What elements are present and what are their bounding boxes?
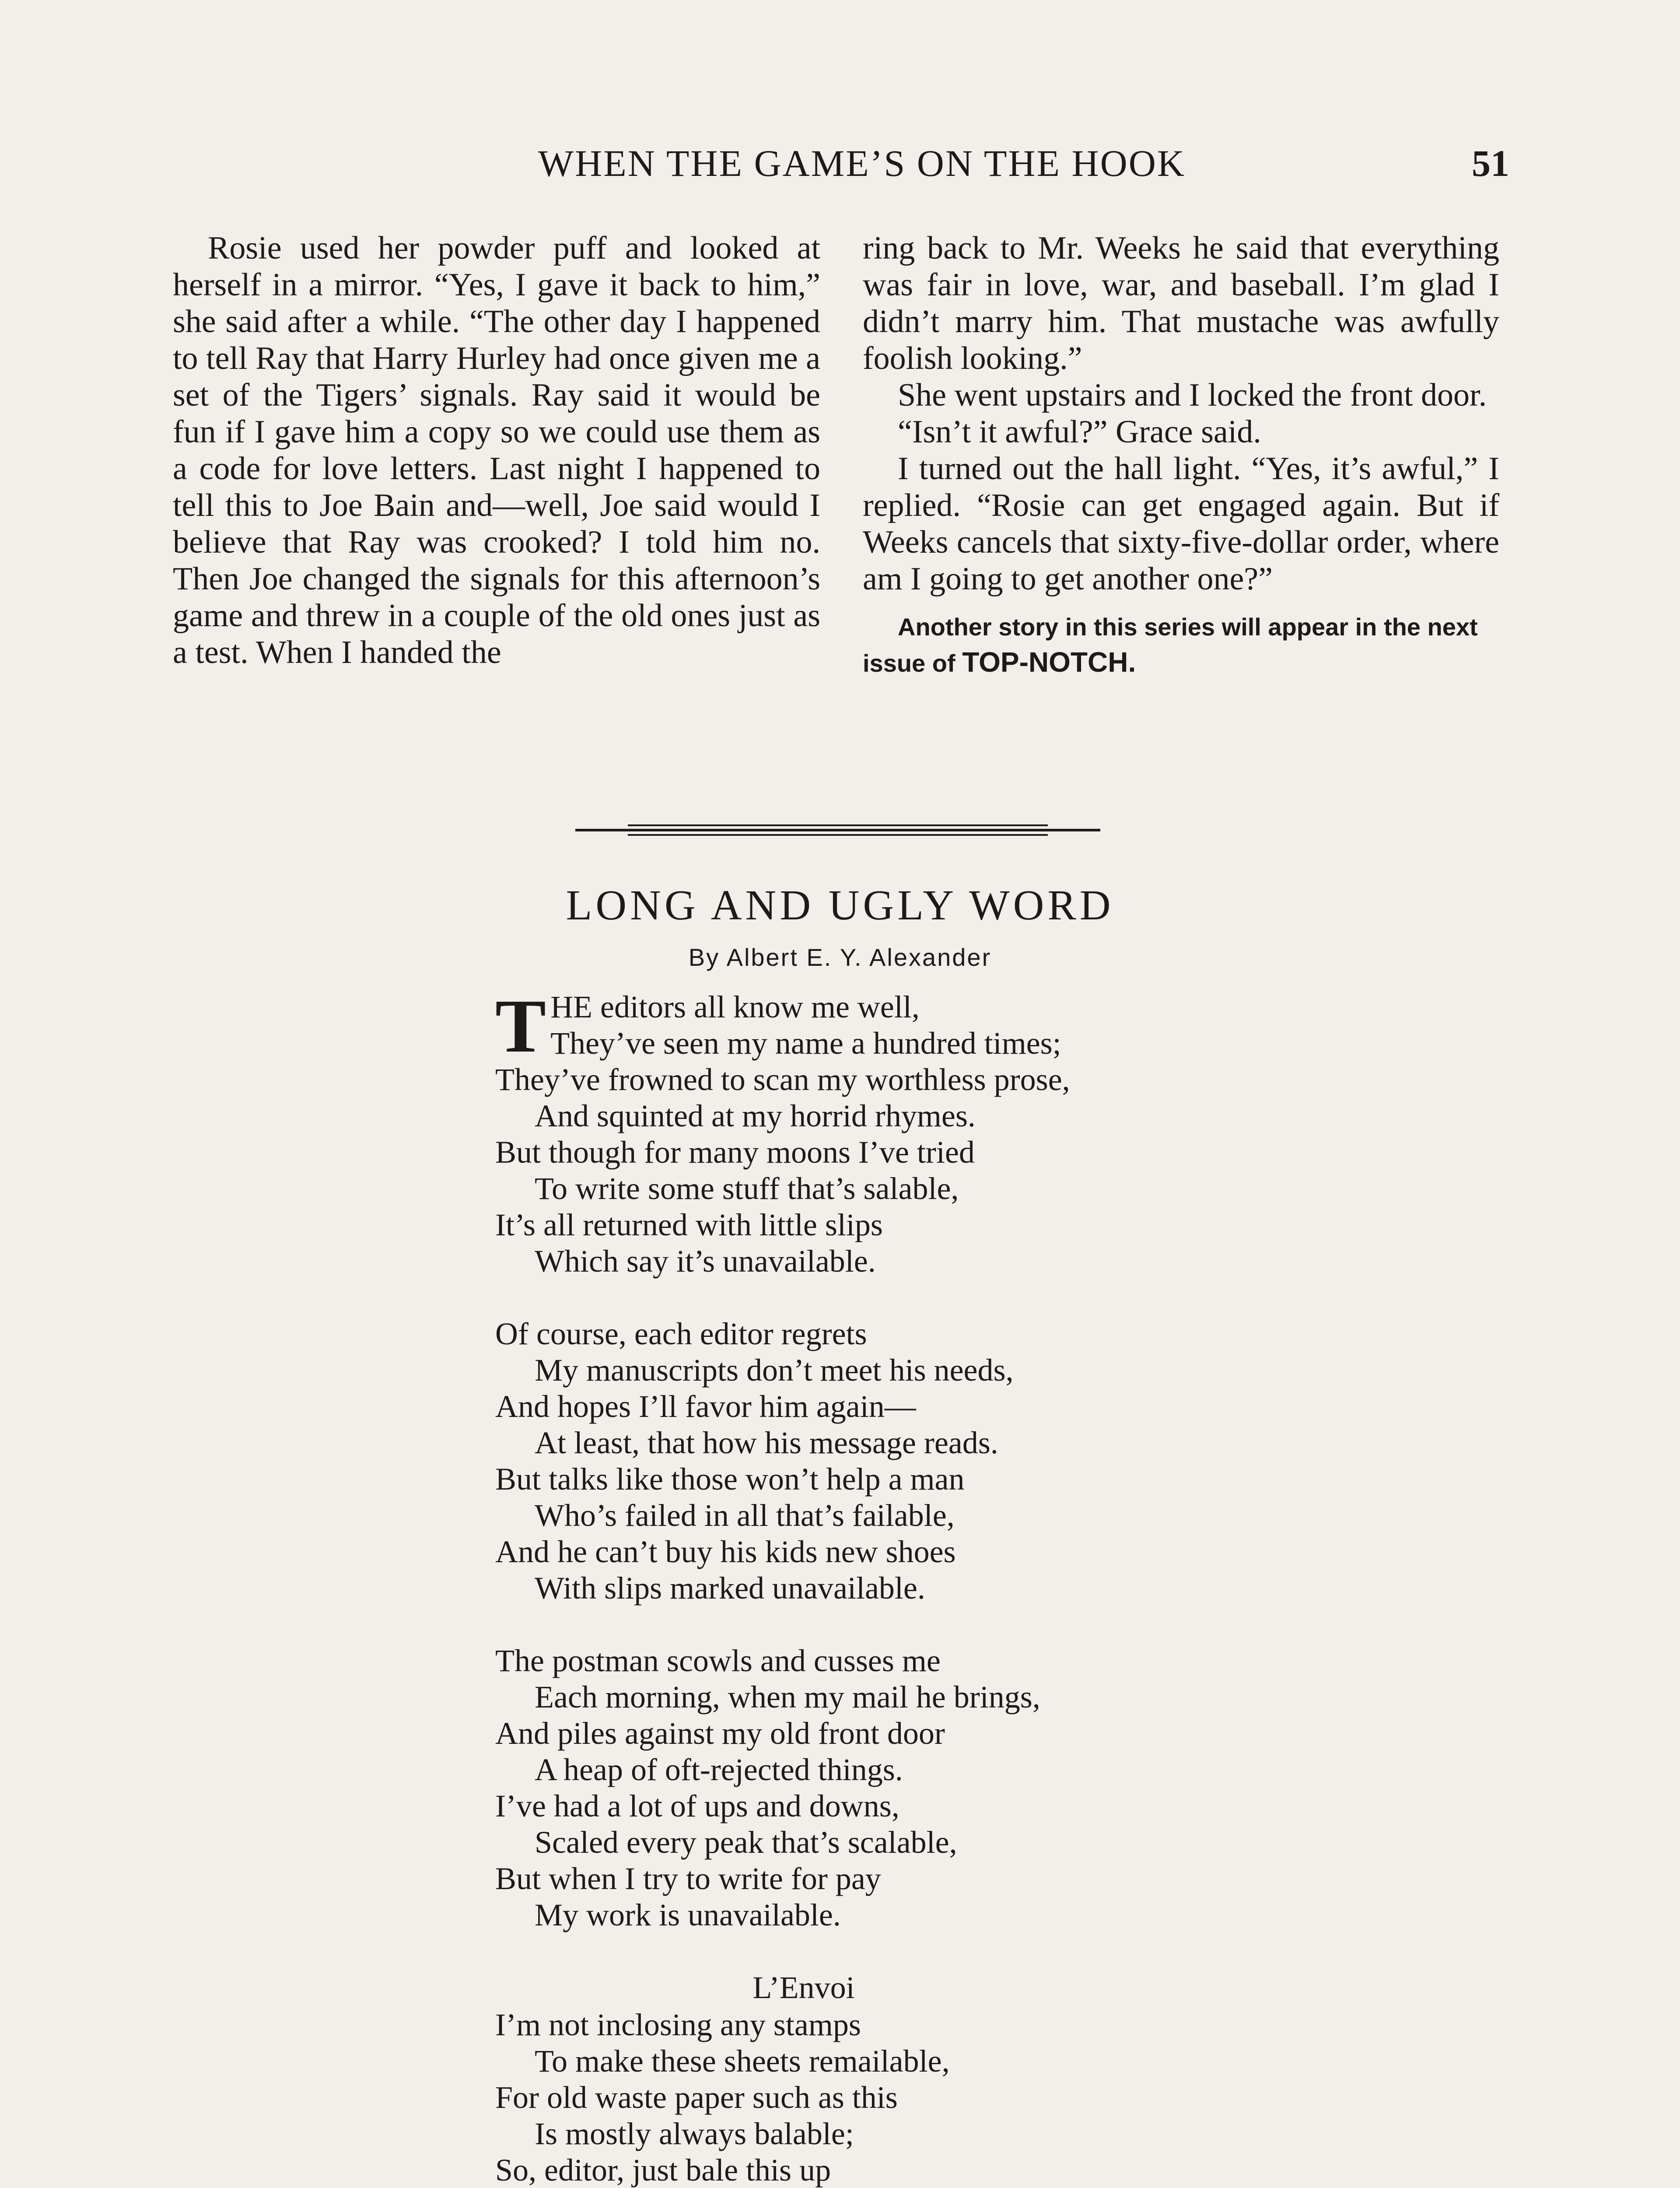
poem-line: I’ve had a lot of ups and downs, <box>495 1788 900 1823</box>
magazine-name: TOP-NOTCH. <box>962 646 1136 678</box>
poem-line: But when I try to write for pay <box>495 1861 881 1896</box>
drop-cap: T <box>495 984 546 1068</box>
poem-line: Scaled every peak that’s scalable, <box>535 1825 957 1860</box>
running-title: WHEN THE GAME’S ON THE HOOK <box>538 142 1186 184</box>
poem-line: To make these sheets remailable, <box>535 2044 950 2079</box>
poem-stanza <box>495 2007 1326 2188</box>
section-divider <box>575 820 1100 838</box>
series-notice-text: Another story in this series will appear in the next issue of <box>863 613 1478 677</box>
poem-line: Each morning, when my mail he brings, <box>535 1680 1040 1715</box>
poem-line: My work is unavailable. <box>535 1897 841 1932</box>
story-paragraph: “Isn’t it awful?” Grace said. <box>898 414 1261 450</box>
poem-line: And squinted at my horrid rhymes. <box>535 1098 976 1133</box>
envoi-title: L’Envoi <box>752 1970 855 2005</box>
poem-line: It’s all returned with little slips <box>495 1207 883 1242</box>
poem-line: They’ve frowned to scan my worthless prose, <box>495 1062 1070 1097</box>
poem-line: Which say it’s unavailable. <box>535 1244 876 1279</box>
poem-line: But talks like those won’t help a man <box>495 1462 965 1497</box>
story-paragraph: ring back to Mr. Weeks he said that everything was fair in love, war, and baseball. I’m glad I didn’t marry him. That mustache was awfully foolish looking.” <box>863 230 1499 376</box>
story-column-right <box>863 230 1499 681</box>
series-notice <box>863 610 1499 681</box>
poem-line: With slips marked unavailable. <box>535 1571 925 1606</box>
page-number: 51 <box>1472 142 1509 184</box>
poem-title: LONG AND UGLY WORD <box>566 882 1114 929</box>
poem-line: Of course, each editor regrets <box>495 1316 867 1351</box>
poem-line: For old waste paper such as this <box>495 2080 898 2115</box>
poem-stanza <box>495 1316 1326 1606</box>
story-column-left <box>173 230 820 671</box>
poem-line: My manuscripts don’t meet his needs, <box>535 1353 1014 1388</box>
poem-line: Is mostly always balable; <box>535 2116 854 2151</box>
poem-stanza <box>495 1643 1326 1933</box>
poem-line: And hopes I’ll favor him again— <box>495 1389 916 1424</box>
poem-line: Who’s failed in all that’s failable, <box>535 1498 955 1533</box>
poem-line: A heap of oft-rejected things. <box>535 1752 903 1787</box>
poem-line: And he can’t buy his kids new shoes <box>495 1534 956 1569</box>
poem-line: The postman scowls and cusses me <box>495 1643 941 1678</box>
poem-stanza <box>495 984 1326 1280</box>
story-paragraph: She went upstairs and I locked the front door. <box>898 377 1487 413</box>
story-paragraph: Rosie used her powder puff and looked at herself in a mirror. “Yes, I gave it back to him,” she said after a while. “The other day I happened to tell Ray that Harry Hurley had once given me a set of the Tigers’ signals. Ray said it would be fun if I gave him a copy so we could use them as a code for love letters. Last night I happened to tell this to Joe Bain and—well, Joe said would I believe that Ray was crooked? I told him no. Then Joe changed the signals for this afternoon’s game and threw in a couple of the old ones just as a test. When I handed the <box>173 230 820 670</box>
poem-line: So, editor, just bale this up <box>495 2153 831 2188</box>
poem-line: To write some stuff that’s salable, <box>535 1171 959 1206</box>
poem-byline: By Albert E. Y. Alexander <box>688 943 992 971</box>
story-paragraph: I turned out the hall light. “Yes, it’s awful,” I replied. “Rosie can get engaged again. But if Weeks cancels that sixty-five-dollar order, where am I going to get another one?” <box>863 451 1499 597</box>
poem-line: They’ve seen my name a hundred times; <box>550 1026 1061 1061</box>
poem-line: And piles against my old front door <box>495 1716 945 1751</box>
poem-line: I’m not inclosing any stamps <box>495 2007 861 2042</box>
poem-line: But though for many moons I’ve tried <box>495 1135 975 1170</box>
poem-line: HE editors all know me well, <box>550 989 920 1024</box>
poem-line: At least, that how his message reads. <box>535 1425 998 1460</box>
poem-body <box>495 984 1326 2188</box>
